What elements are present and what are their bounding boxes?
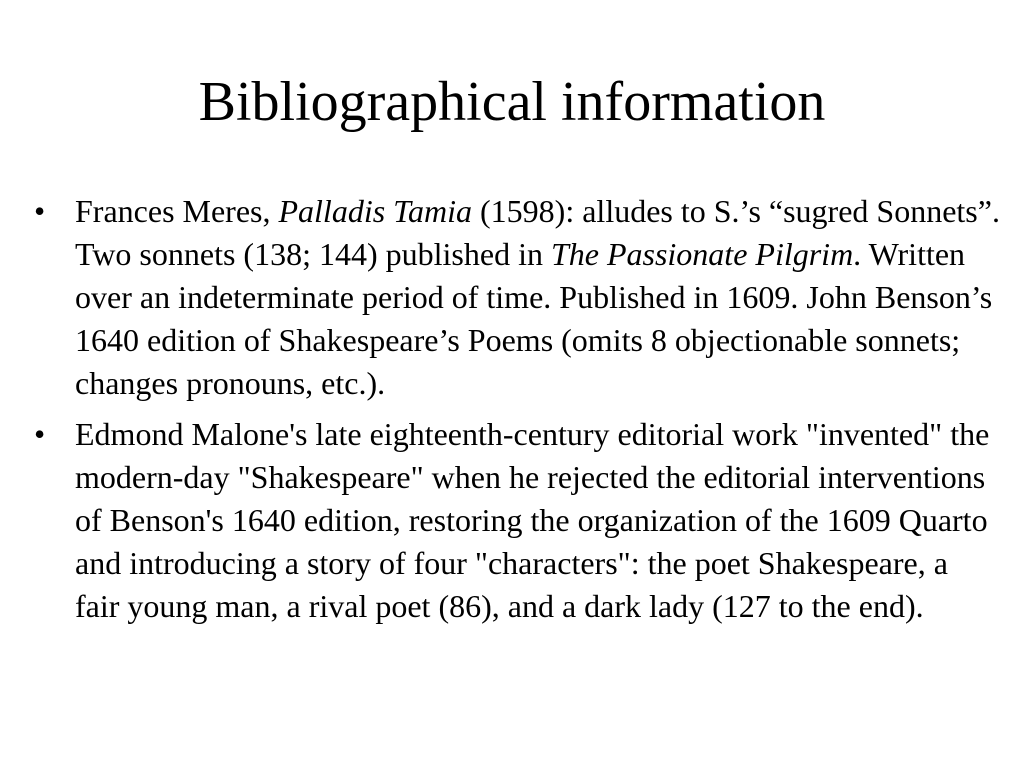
bullet-text-segment: Frances Meres, <box>75 193 279 229</box>
bullet-list <box>34 190 1000 636</box>
book-title-palladis-tamia: Palladis Tamia <box>278 193 473 229</box>
bullet-text-segment: (1598): alludes to S.’s “sugred Sonnets”. Two sonnets (138; 144) published in <box>75 193 1000 272</box>
bullet-text: Edmond Malone's late eighteenth-century editorial work "invented" the modern-day "Shakespeare" when he rejected the editorial interventions of Benson's 1640 edition, restoring the organization of the 1609 Quarto and introducing a story of four "characters": the poet Shakespeare, a fair young man, a rival poet (86), and a dark lady (127 to the end). <box>75 416 990 624</box>
bullet-icon: • <box>34 193 46 229</box>
bullet-text-segment: . Written over an indeterminate period of time. Published in 1609. John Benson’s 1640 edition of Shakespeare’s Poems (omits 8 objectionable sonnets; changes pronouns, etc.). <box>75 236 993 401</box>
bullet-item-malone <box>34 413 1000 628</box>
slide-title: Bibliographical information <box>198 71 826 133</box>
bullet-icon: • <box>34 416 46 452</box>
book-title-passionate-pilgrim: The Passionate Pilgrim <box>550 236 854 272</box>
bullet-item-meres <box>34 190 1000 405</box>
